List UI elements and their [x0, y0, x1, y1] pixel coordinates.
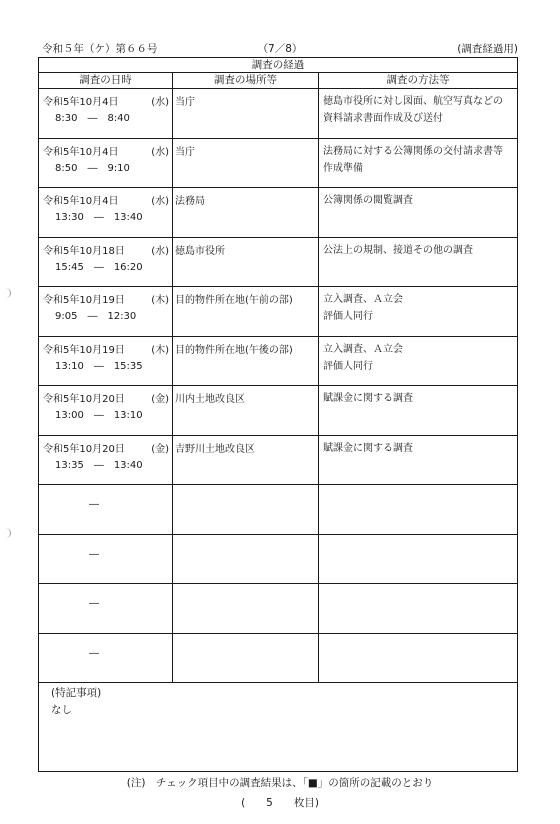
cell-datetime [39, 386, 173, 436]
cell-place [173, 188, 319, 238]
survey-weekday: (金) [151, 394, 169, 405]
investigation-table [38, 57, 518, 772]
cell-place [173, 634, 319, 684]
survey-weekday: (水) [151, 245, 169, 257]
table-row [39, 485, 517, 535]
survey-method: 賦課金に関する調査 [323, 393, 413, 404]
column-headers [39, 73, 517, 89]
cell-place [173, 287, 319, 337]
survey-time-range: 13:10 ― 15:35 [55, 360, 143, 372]
survey-time-range: 15:45 ― 16:20 [55, 261, 143, 273]
table-row [39, 89, 517, 139]
table-row [39, 634, 517, 684]
cell-datetime [39, 139, 173, 189]
column-header-datetime: 調査の日時 [39, 73, 173, 88]
survey-place: 当庁 [175, 146, 195, 158]
cell-method [319, 287, 517, 337]
empty-row-dash: ― [89, 499, 99, 510]
survey-time-range: 13:35 ― 13:40 [55, 459, 143, 471]
survey-date: 令和5年10月19日 [43, 344, 125, 356]
table-row [39, 386, 517, 436]
table-row [39, 436, 517, 486]
survey-place: 目的物件所在地(午後の部) [175, 344, 293, 356]
survey-place: 吉野川土地改良区 [175, 443, 255, 455]
table-title: 調査の経過 [39, 58, 517, 73]
survey-place: 法務局 [175, 196, 205, 207]
cell-datetime [39, 436, 173, 486]
cell-method [319, 436, 517, 486]
survey-time-range: 13:00 ― 13:10 [55, 410, 143, 421]
cell-method [319, 535, 517, 585]
cell-datetime [39, 584, 173, 634]
table-row [39, 238, 517, 288]
cell-method [319, 584, 517, 634]
cell-datetime [39, 485, 173, 535]
binder-hole-mark [0, 288, 11, 298]
survey-weekday: (水) [151, 146, 169, 158]
survey-place: 目的物件所在地(午前の部) [175, 295, 293, 306]
cell-method [319, 238, 517, 288]
survey-date: 令和5年10月4日 [43, 196, 119, 207]
survey-time-range: 13:30 ― 13:40 [55, 212, 143, 223]
survey-date: 令和5年10月20日 [43, 443, 125, 455]
cell-method [319, 139, 517, 189]
survey-time-range: 9:05 ― 12:30 [55, 311, 137, 322]
survey-date: 令和5年10月4日 [43, 97, 119, 108]
empty-row-dash: ― [89, 598, 99, 609]
survey-method: 立入調査、Ａ立会 評価人同行 [323, 343, 403, 372]
cell-method [319, 634, 517, 684]
survey-place: 当庁 [175, 97, 195, 108]
survey-date: 令和5年10月20日 [43, 394, 125, 405]
table-row [39, 535, 517, 585]
cell-method [319, 485, 517, 535]
cell-place [173, 584, 319, 634]
cell-datetime [39, 287, 173, 337]
column-header-method: 調査の方法等 [386, 74, 450, 86]
survey-method: 法務局に対する公簿関係の交付請求書等作成準備 [323, 145, 503, 174]
special-notes-label: (特記事項) [51, 687, 102, 699]
survey-place: 川内土地改良区 [175, 394, 245, 405]
table-row [39, 337, 517, 387]
cell-datetime [39, 535, 173, 585]
cell-method [319, 89, 517, 139]
cell-datetime [39, 238, 173, 288]
survey-method: 公簿関係の閲覧調査 [323, 195, 413, 206]
survey-method: 公法上の規制、接道その他の調査 [323, 244, 473, 256]
cell-place [173, 485, 319, 535]
survey-place: 徳島市役所 [175, 245, 225, 257]
special-notes [39, 683, 517, 771]
cell-place [173, 337, 319, 387]
survey-weekday: (水) [151, 196, 169, 207]
survey-time-range: 8:30 ― 8:40 [55, 113, 130, 124]
survey-time-range: 8:50 ― 9:10 [55, 162, 130, 174]
cell-method [319, 188, 517, 238]
survey-weekday: (水) [151, 97, 169, 108]
page-count: ( 5 枚目) [241, 797, 319, 809]
table-row [39, 584, 517, 634]
cell-place [173, 535, 319, 585]
empty-row-dash: ― [89, 647, 99, 659]
survey-method: 徳島市役所に対し図面、航空写真などの資料請求書面作成及び送付 [323, 96, 503, 124]
cell-datetime [39, 188, 173, 238]
form-type: (調査経過用) [457, 43, 518, 55]
cell-place [173, 386, 319, 436]
survey-date: 令和5年10月19日 [43, 295, 125, 306]
survey-date: 令和5年10月4日 [43, 146, 119, 158]
case-number: 令和５年（ケ）第６６号 [42, 43, 158, 55]
document-header [42, 42, 518, 56]
cell-datetime [39, 634, 173, 684]
page-indicator: （7／8） [257, 43, 303, 55]
table-row [39, 287, 517, 337]
cell-datetime [39, 337, 173, 387]
table-row [39, 139, 517, 189]
binder-hole-mark [0, 528, 11, 538]
empty-row-dash: ― [89, 548, 99, 560]
cell-method [319, 337, 517, 387]
special-notes-text: なし [51, 704, 72, 716]
survey-method: 賦課金に関する調査 [323, 442, 413, 454]
survey-weekday: (木) [151, 295, 169, 306]
cell-datetime [39, 89, 173, 139]
survey-method: 立入調査、Ａ立会 評価人同行 [323, 294, 403, 322]
survey-weekday: (金) [151, 443, 169, 455]
column-header-place: 調査の場所等 [173, 73, 319, 88]
survey-weekday: (木) [151, 344, 169, 356]
cell-method [319, 386, 517, 436]
table-row [39, 188, 517, 238]
cell-place [173, 139, 319, 189]
cell-place [173, 238, 319, 288]
cell-place [173, 89, 319, 139]
survey-date: 令和5年10月18日 [43, 245, 125, 257]
cell-place [173, 436, 319, 486]
footnote: (注) チェック項目中の調査結果は、「■」の箇所の記載のとおり [126, 777, 434, 789]
